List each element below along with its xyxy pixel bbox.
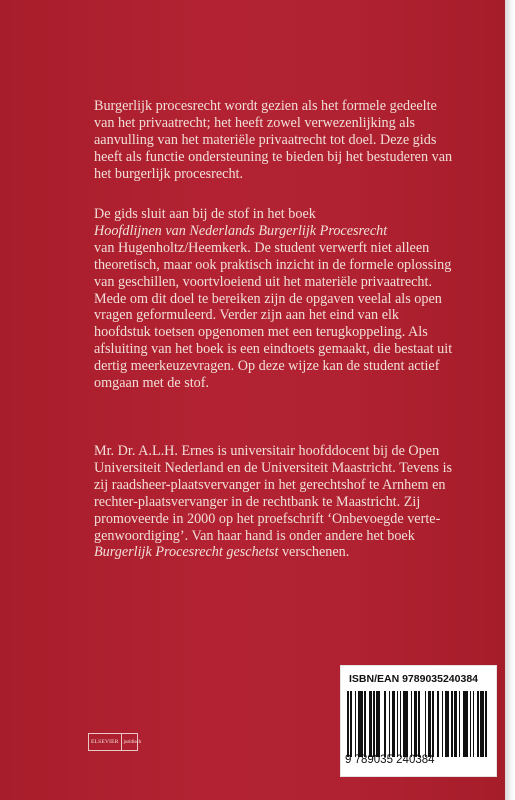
blurb-paragraph-2 <box>94 206 454 392</box>
barcode-sticker <box>340 665 497 777</box>
blurb-text-2 <box>94 206 454 392</box>
isbn-label: ISBN/EAN 9789035240384 <box>349 673 479 685</box>
author-bio-end: verschenen. <box>281 544 350 561</box>
page-edge <box>505 0 515 800</box>
author-bio-main: Mr. Dr. A.L.H. Ernes is universitair hoofddocent bij de Open Universiteit Nederland en de Universiteit Maastricht. Tevens is zij raadsheer-plaatsvervanger in het gerechtshof te Arnhem en rechter-plaatsvervanger in de rechtbank te Maastricht. Zij promoveerde in 2000 op het proefschrift ‘Onbevoegde vertegenwoordiging’. Van haar hand is onder andere het boek <box>94 443 453 544</box>
barcode-bar <box>487 691 489 757</box>
publisher-imprint: juridisch <box>123 739 142 745</box>
barcode-bars <box>347 691 489 757</box>
publisher-logo <box>88 733 142 751</box>
blurb-text-1: Burgerlijk procesrecht wordt gezien als het formele gedeelte van het privaatrecht; het heeft zowel verwezenlijking als aanvulling van het materiële privaatrecht tot doel. Deze gids heeft als functie ondersteuning te bieden bij het bestuderen van het burgerlijk procesrecht. <box>94 98 453 182</box>
author-bio-paragraph <box>94 443 454 561</box>
author-bio-text <box>94 443 454 561</box>
blurb-2-rest: van Hugenholtz/Heemkerk. De student verwerft niet alleen theoretisch, maar ook praktisch inzicht in de formele oplossing van geschillen, voortvloeiend uit het materiële privaatrecht. Mede om dit doel te bereiken zijn de opgaven veelal als open vragen geformuleerd. Verder zijn aan het eind van elk hoofdstuk toetsen opgenomen met een terugkoppeling. Als afsluiting van het boek is een eindtoets gemaakt, die bestaat uit dertig meerkeuzevragen. Op deze wijze kan de student actief omgaan met de stof. <box>94 239 453 392</box>
author-book-title: Burgerlijk Procesrecht geschetst <box>94 544 279 561</box>
barcode-digits: 9 789035 240384 <box>345 754 435 766</box>
blurb-2-intro: De gids sluit aan bij de stof in het boek <box>94 206 316 222</box>
blurb-paragraph-1 <box>94 98 454 183</box>
book-title-reference: Hoofdlijnen van Nederlands Burgerlijk Procesrecht <box>94 222 388 239</box>
publisher-name: ELSEVIER <box>89 734 122 750</box>
